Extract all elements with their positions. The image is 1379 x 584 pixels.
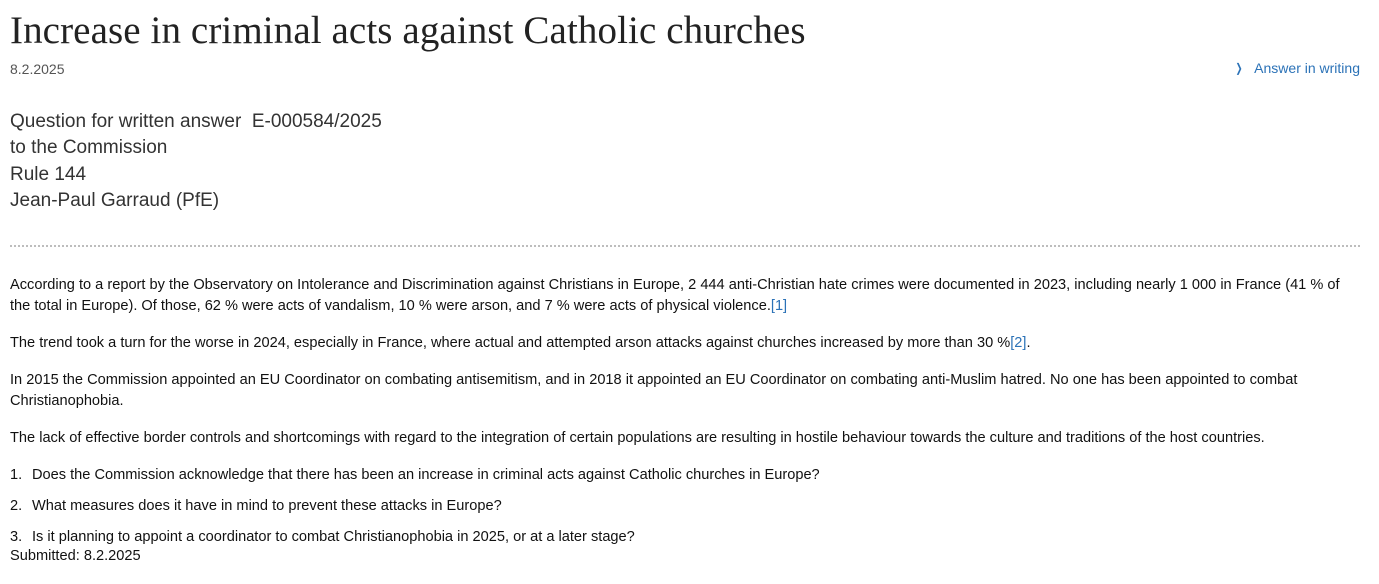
- question-author: Jean-Paul Garraud (PfE): [10, 189, 220, 211]
- answer-link-label: Answer in writing: [1254, 60, 1360, 76]
- list-item: [10, 465, 1360, 486]
- list-item-number: 2.: [10, 498, 23, 514]
- list-item-text: What measures does it have in mind to prevent these attacks in Europe?: [32, 498, 502, 514]
- paragraph-1-text: According to a report by the Observatory on Intolerance and Discrimination against Christians in Europe, 2 444 anti-Christian hate crimes were documented in 2023, including nearly 1 000 in France (41 % of the total in Europe). Of those, 62 % were acts of vandalism, 10 % were arson, and 7 % were acts of physical violence.: [10, 277, 1340, 314]
- list-item: [10, 496, 1360, 517]
- question-body: [10, 275, 1360, 558]
- page-title: Increase in criminal acts against Catholic churches: [10, 9, 806, 52]
- paragraph-2-end: .: [1026, 335, 1031, 351]
- paragraph-3: In 2015 the Commission appointed an EU Coordinator on combating antisemitism, and in 2018 it appointed an EU Coordinator on combating anti-Muslim hatred. No one has been appointed to combat Christianophobia.: [10, 372, 1298, 409]
- paragraph-4: The lack of effective border controls and shortcomings with regard to the integration of certain populations are resulting in hostile behaviour towards the culture and traditions of the host countries.: [10, 430, 1265, 446]
- list-item: [10, 527, 1360, 548]
- paragraph-2-text: The trend took a turn for the worse in 2024, especially in France, where actual and attempted arson attacks against churches increased by more than 30 %: [10, 335, 1011, 351]
- question-type: Question for written answer: [10, 111, 242, 132]
- footnote-1-link[interactable]: [1]: [770, 298, 788, 314]
- dotted-separator: [10, 245, 1360, 247]
- question-reference: E-000584/2025: [251, 111, 382, 132]
- paragraph-2: [10, 333, 1360, 354]
- question-list: [10, 465, 1360, 548]
- question-recipient: to the Commission: [10, 137, 168, 159]
- chevron-right-icon: ❯: [1235, 61, 1243, 75]
- question-meta: [10, 109, 382, 214]
- submitted-date: 8.2.2025: [83, 548, 141, 564]
- list-item-text: Does the Commission acknowledge that there has been an increase in criminal acts against Catholic churches in Europe?: [32, 467, 820, 483]
- question-type-line: [10, 109, 382, 135]
- footnote-2-link[interactable]: [2]: [1010, 335, 1027, 351]
- list-item-text: Is it planning to appoint a coordinator to combat Christianophobia in 2025, or at a later stage?: [32, 529, 635, 545]
- list-item-number: 1.: [10, 467, 23, 483]
- document-date: 8.2.2025: [10, 61, 65, 77]
- list-item-number: 3.: [10, 529, 23, 545]
- submitted-label: Submitted:: [10, 548, 80, 564]
- submitted-line: [10, 548, 141, 564]
- answer-in-writing-link[interactable]: [1234, 60, 1360, 76]
- paragraph-1: [10, 275, 1360, 317]
- question-rule: Rule 144: [10, 163, 87, 185]
